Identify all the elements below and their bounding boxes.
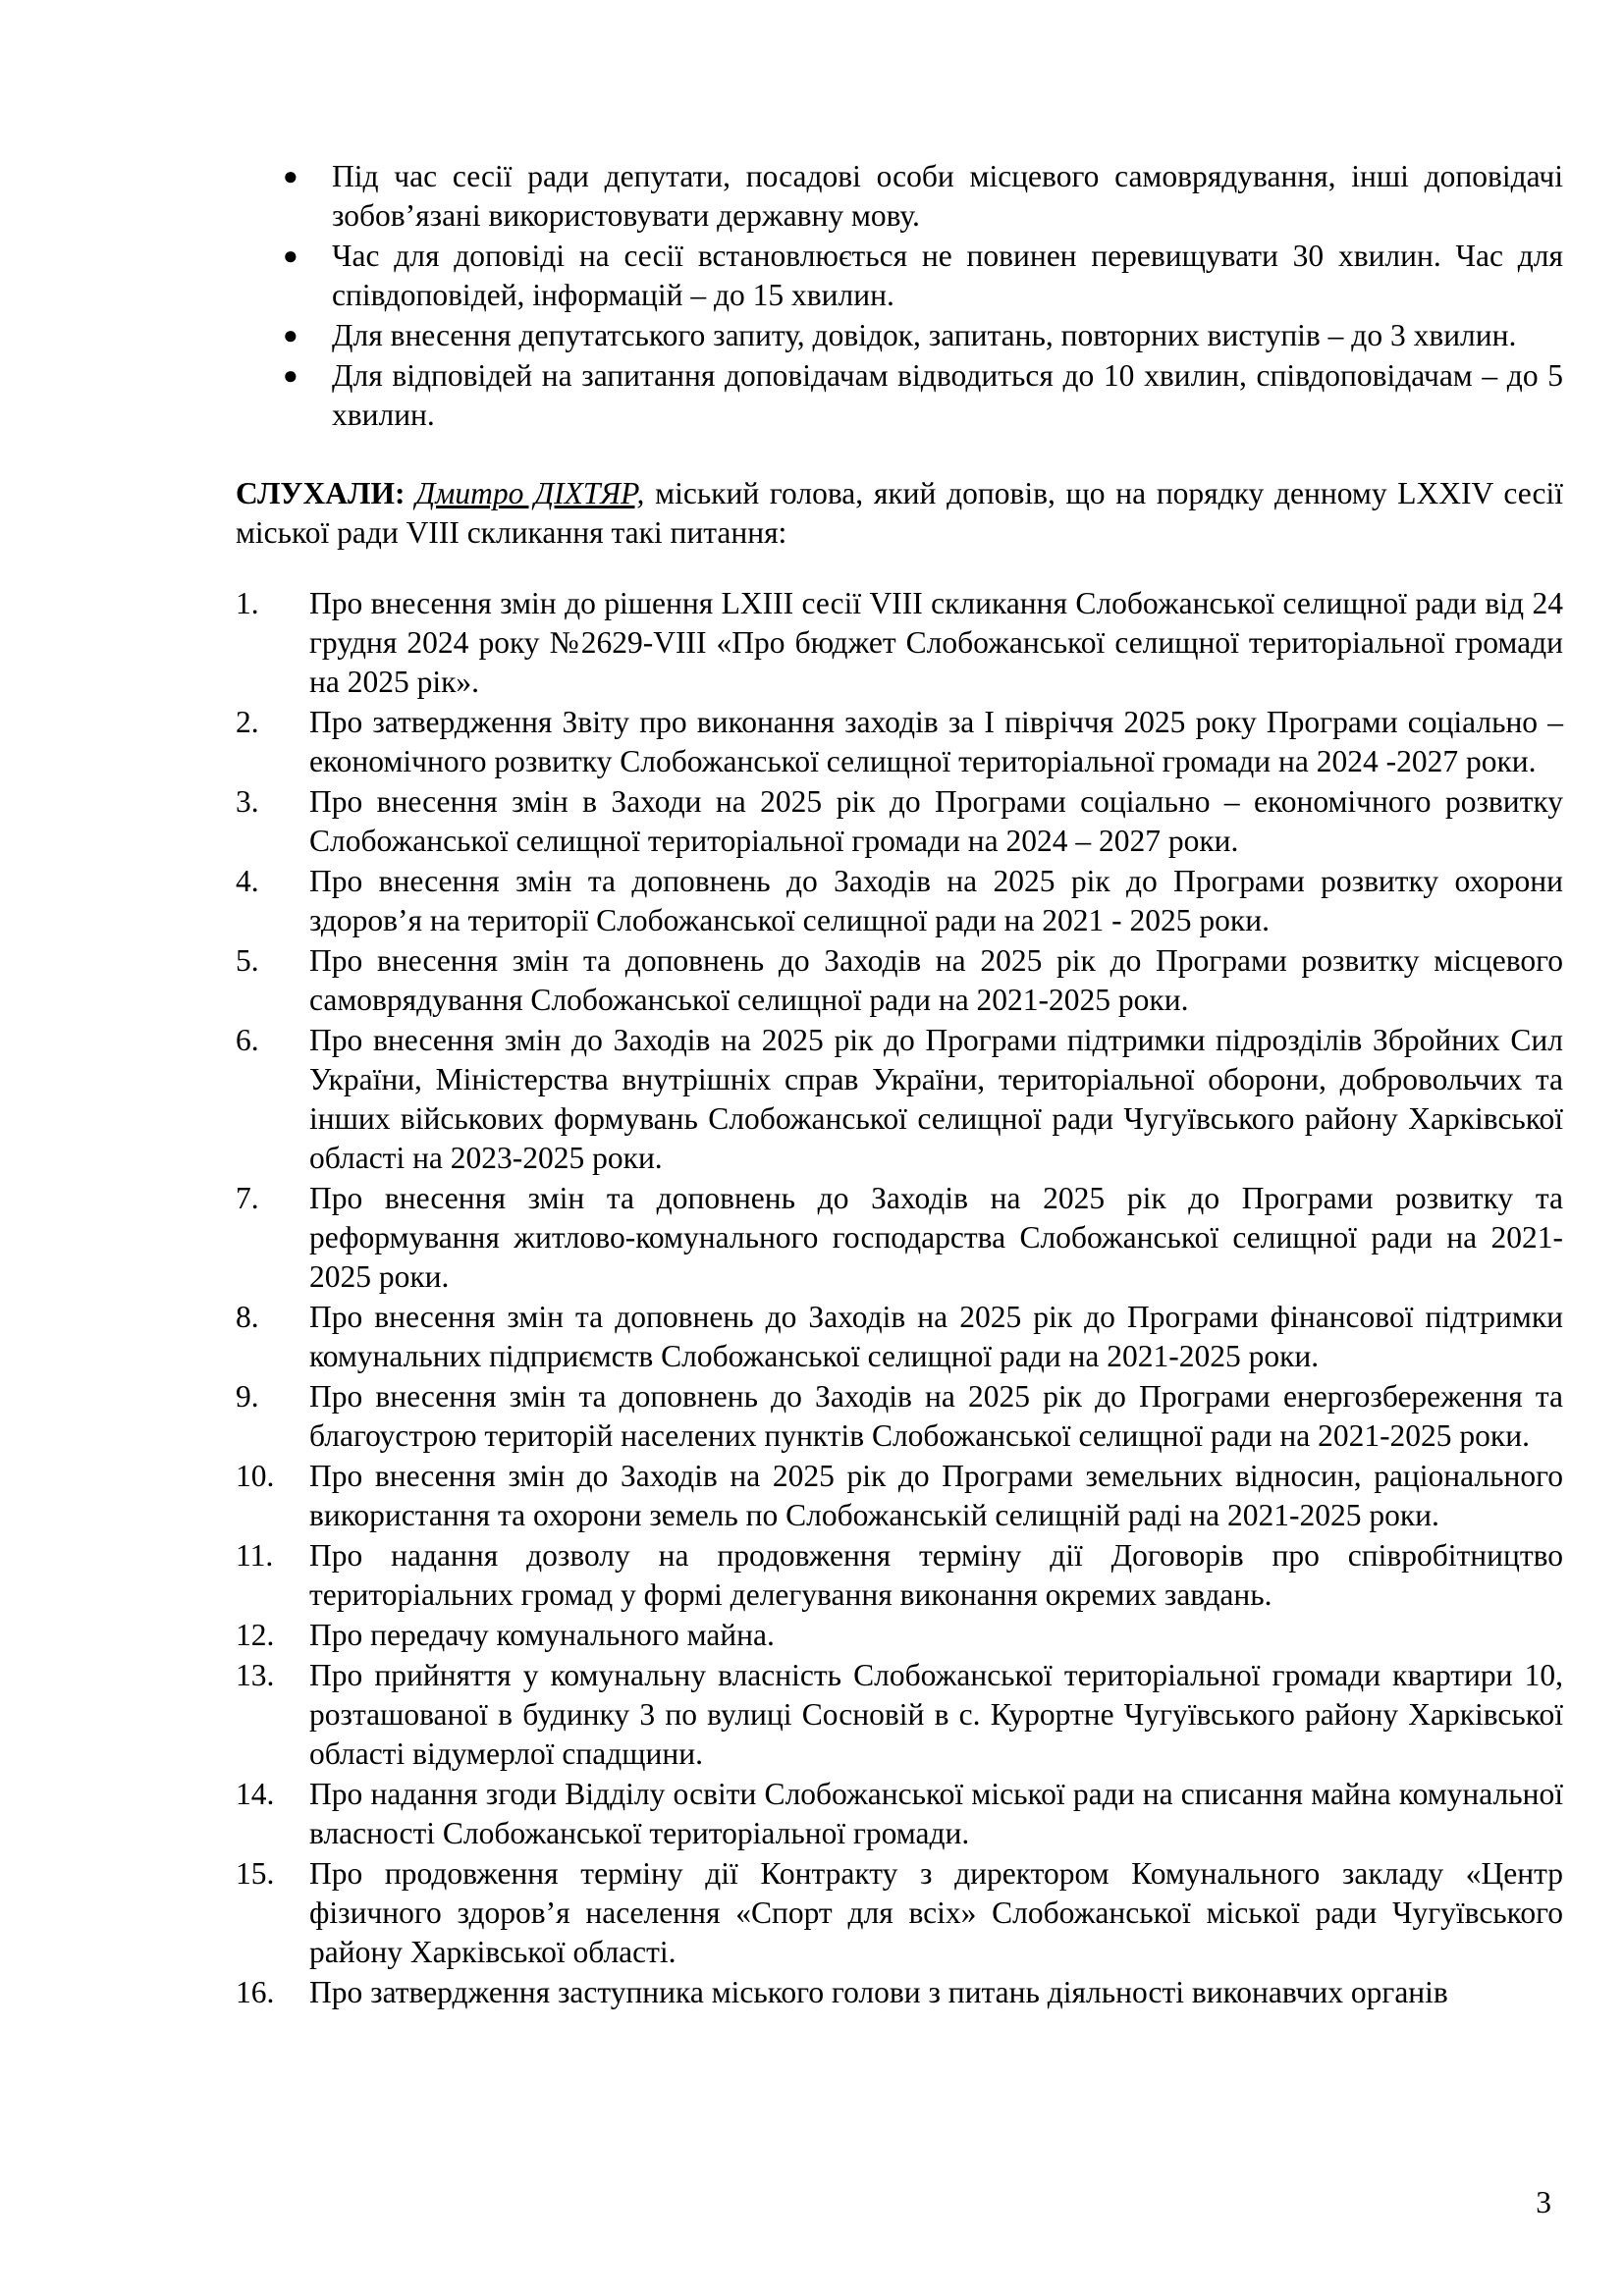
bullet-text: Для внесення депутатського запиту, довідок, запитань, повторних виступів – до 3 хвилин.: [332, 318, 1517, 352]
agenda-item-number: 12.: [236, 1617, 275, 1652]
agenda-item: [236, 1656, 1563, 1774]
agenda-item-number: 11.: [236, 1537, 274, 1573]
agenda-item-text: Про внесення змін та доповнень до Заходів на 2025 рік до Програми фінансової підтримки комунальних підприємств Слобожанської селищної ради на 2021-2025 роки.: [309, 1299, 1563, 1373]
agenda-item: [236, 1021, 1563, 1178]
agenda-item: [236, 1854, 1563, 1972]
agenda-item-number: 3.: [236, 783, 259, 819]
bullet-icon: ●: [283, 321, 298, 349]
agenda-item-text: Про прийняття у комунальну власність Слобожанської територіальної громади квартири 10, розташованої в будинку 3 по вулиці Сосновій в с. Курортне Чугуївського району Харківської області відумерлої спадщини.: [309, 1657, 1563, 1771]
bullet-item: [236, 237, 1563, 315]
agenda-item-text: Про внесення змін та доповнень до Заходів на 2025 рік до Програми розвитку та реформування житлово-комунального господарства Слобожанської селищної ради на 2021-2025 роки.: [309, 1180, 1563, 1294]
bullet-item: [236, 157, 1563, 236]
speaker-name: Дмитро ДІХТЯР,: [415, 476, 645, 510]
agenda-item-number: 16.: [236, 1974, 275, 2009]
agenda-item-number: 9.: [236, 1378, 259, 1414]
agenda-item-text: Про передачу комунального майна.: [309, 1617, 775, 1652]
agenda-item-number: 7.: [236, 1180, 259, 1215]
agenda-item-number: 1.: [236, 585, 259, 620]
agenda-item-text: Про затвердження Звіту про виконання заходів за І півріччя 2025 року Програми соціально – економічного розвитку Слобожанської селищної територіальної громади на 2024 -2027 роки.: [309, 704, 1563, 778]
agenda-item-text: Про внесення змін до рішення LXIII сесії VIII скликання Слобожанської селищної ради від 24 грудня 2024 року №2629-VIII «Про бюджет Слобожанської селищної територіальної громади на 2025 рік».: [309, 585, 1563, 699]
agenda-item-number: 10.: [236, 1458, 275, 1493]
bullet-item: [236, 356, 1563, 435]
bullet-icon: ●: [283, 241, 298, 270]
agenda-item: [236, 1457, 1563, 1535]
agenda-item: [236, 862, 1563, 940]
agenda-item-text: Про внесення змін до Заходів на 2025 рік до Програми підтримки підрозділів Збройних Сил України, Міністерства внутрішніх справ України, територіальної оборони, добровольчих та інших військових формувань Слобожанської селищної ради Чугуївського району Харківської області на 2023-2025 роки.: [309, 1022, 1563, 1175]
heard-label: СЛУХАЛИ:: [236, 476, 406, 510]
agenda-item-number: 14.: [236, 1776, 275, 1811]
agenda-item-text: Про надання згоди Відділу освіти Слобожанської міської ради на списання майна комунальної власності Слобожанської територіальної громади.: [309, 1776, 1563, 1850]
agenda-item-number: 13.: [236, 1657, 275, 1692]
bullet-text: Час для доповіді на сесії встановлюється не повинен перевищувати 30 хвилин. Час для співдоповідей, інформацій – до 15 хвилин.: [332, 239, 1563, 312]
document-page: [236, 157, 1563, 2013]
agenda-item-text: Про внесення змін в Заходи на 2025 рік до Програми соціально – економічного розвитку Слобожанської селищної територіальної громади на 2024 – 2027 роки.: [309, 783, 1563, 858]
agenda-item: [236, 1179, 1563, 1297]
agenda-item: [236, 703, 1563, 781]
agenda-item-number: 5.: [236, 942, 259, 978]
agenda-item-number: 6.: [236, 1022, 259, 1057]
agenda-item: [236, 1536, 1563, 1615]
agenda-item-text: Про внесення змін та доповнень до Заходів на 2025 рік до Програми розвитку охорони здоров’я на території Слобожанської селищної ради на 2021 - 2025 роки.: [309, 863, 1563, 937]
agenda-item: [236, 1775, 1563, 1853]
agenda-item-text: Про внесення змін та доповнень до Заходів на 2025 рік до Програми розвитку місцевого самоврядування Слобожанської селищної ради на 2021-2025 роки.: [309, 942, 1563, 1017]
agenda-item-text: Про затвердження заступника міського голови з питань діяльності виконавчих органів: [309, 1974, 1448, 2009]
agenda-item: [236, 782, 1563, 861]
page-number: 3: [1536, 2185, 1551, 2219]
bullet-text: Для відповідей на запитання доповідачам відводиться до 10 хвилин, співдоповідачам – до 5 хвилин.: [332, 358, 1563, 432]
bullet-text: Під час сесії ради депутати, посадові особи місцевого самоврядування, інші доповідачі зобов’язані використовувати державну мову.: [332, 159, 1563, 233]
agenda-item-number: 15.: [236, 1855, 275, 1891]
bullet-icon: ●: [283, 162, 298, 190]
agenda-list: [236, 584, 1563, 2012]
agenda-item-number: 4.: [236, 863, 259, 898]
heard-paragraph: [236, 474, 1563, 553]
agenda-item-text: Про продовження терміну дії Контракту з директором Комунального закладу «Центр фізичного здоров’я населення «Спорт для всіх» Слобожанської міської ради Чугуївського району Харківської області.: [309, 1855, 1563, 1969]
agenda-item-number: 8.: [236, 1299, 259, 1334]
agenda-item: [236, 1298, 1563, 1376]
heard-text: міський голова, який доповів, що на порядку денному LXXIV сесії міської ради VIII скликання такі питання:: [236, 476, 1564, 550]
agenda-item: [236, 1377, 1563, 1456]
agenda-item: [236, 941, 1563, 1020]
agenda-item-text: Про внесення змін та доповнень до Заходів на 2025 рік до Програми енергозбереження та благоустрою територій населених пунктів Слобожанської селищної ради на 2021-2025 роки.: [309, 1378, 1563, 1453]
agenda-item: [236, 1616, 1563, 1655]
bullet-icon: ●: [283, 361, 298, 390]
agenda-item: [236, 584, 1563, 702]
agenda-item-number: 2.: [236, 704, 259, 739]
bullet-item: [236, 316, 1563, 355]
rules-bullet-list: [236, 157, 1563, 435]
agenda-item: [236, 1973, 1563, 2012]
agenda-item-text: Про внесення змін до Заходів на 2025 рік до Програми земельних відносин, раціонального використання та охорони земель по Слобожанській селищній раді на 2021-2025 роки.: [309, 1458, 1563, 1532]
agenda-item-text: Про надання дозволу на продовження терміну дії Договорів про співробітництво територіальних громад у формі делегування виконання окремих завдань.: [309, 1537, 1563, 1612]
